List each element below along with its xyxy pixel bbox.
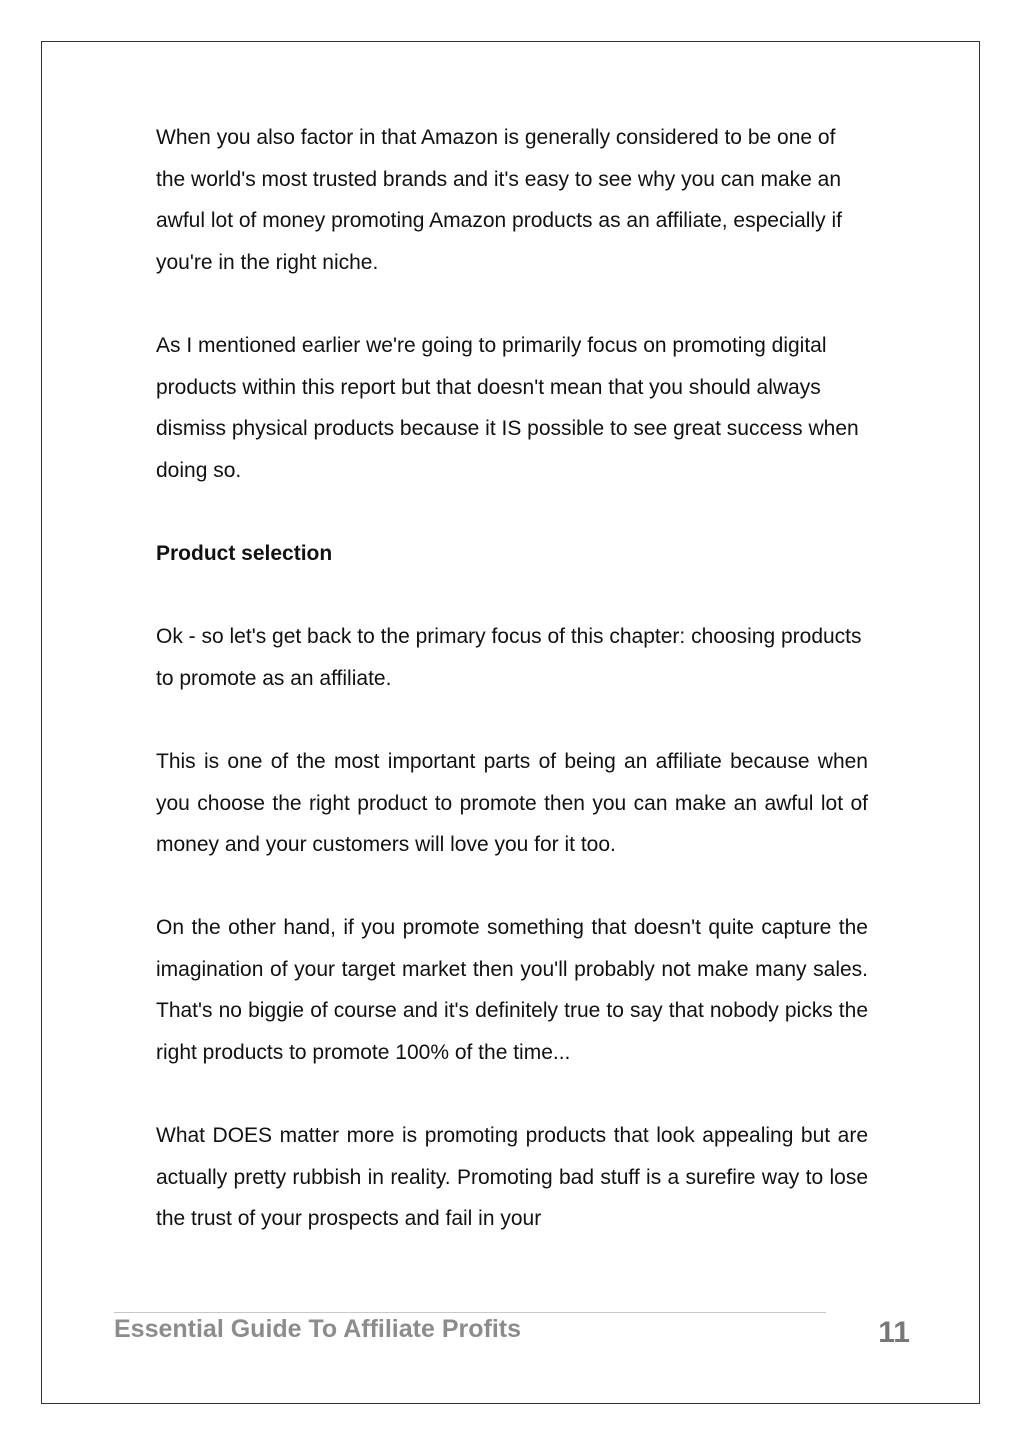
paragraph-other-hand: On the other hand, if you promote something that doesn't quite capture the imagination of your target market then you'll probably not make many sales. That's no biggie of course and it's definitely true to say that nobody picks the right products to promote 100% of the time... <box>156 916 868 1065</box>
paragraph-amazon-trust: When you also factor in that Amazon is generally considered to be one of the world's most trusted brands and it's easy to see why you can make an awful lot of money promoting Amazon products as an affiliate, especially if you're in the right niche. <box>156 126 842 274</box>
footer-divider <box>114 1312 826 1313</box>
paragraph-primary-focus: Ok - so let's get back to the primary focus of this chapter: choosing products to promote as an affiliate. <box>156 625 862 690</box>
page-body <box>156 117 868 1282</box>
paragraph-digital-products: As I mentioned earlier we're going to primarily focus on promoting digital products within this report but that doesn't mean that you should always dismiss physical products because it IS possible to see great success when doing so. <box>156 333 859 482</box>
page <box>41 41 980 1404</box>
section-heading-product-selection: Product selection <box>156 541 333 565</box>
page-number: 11 <box>878 1316 910 1349</box>
footer-book-title: Essential Guide To Affiliate Profits <box>114 1315 522 1343</box>
paragraph-what-matters: What DOES matter more is promoting products that look appealing but are actually pretty rubbish in reality. Promoting bad stuff is a surefire way to lose the trust of your prospects and fail in your <box>156 1124 868 1231</box>
paragraph-important-parts: This is one of the most important parts of being an affiliate because when you choose the right product to promote then you can make an awful lot of money and your customers will love you for it too. <box>156 749 868 857</box>
